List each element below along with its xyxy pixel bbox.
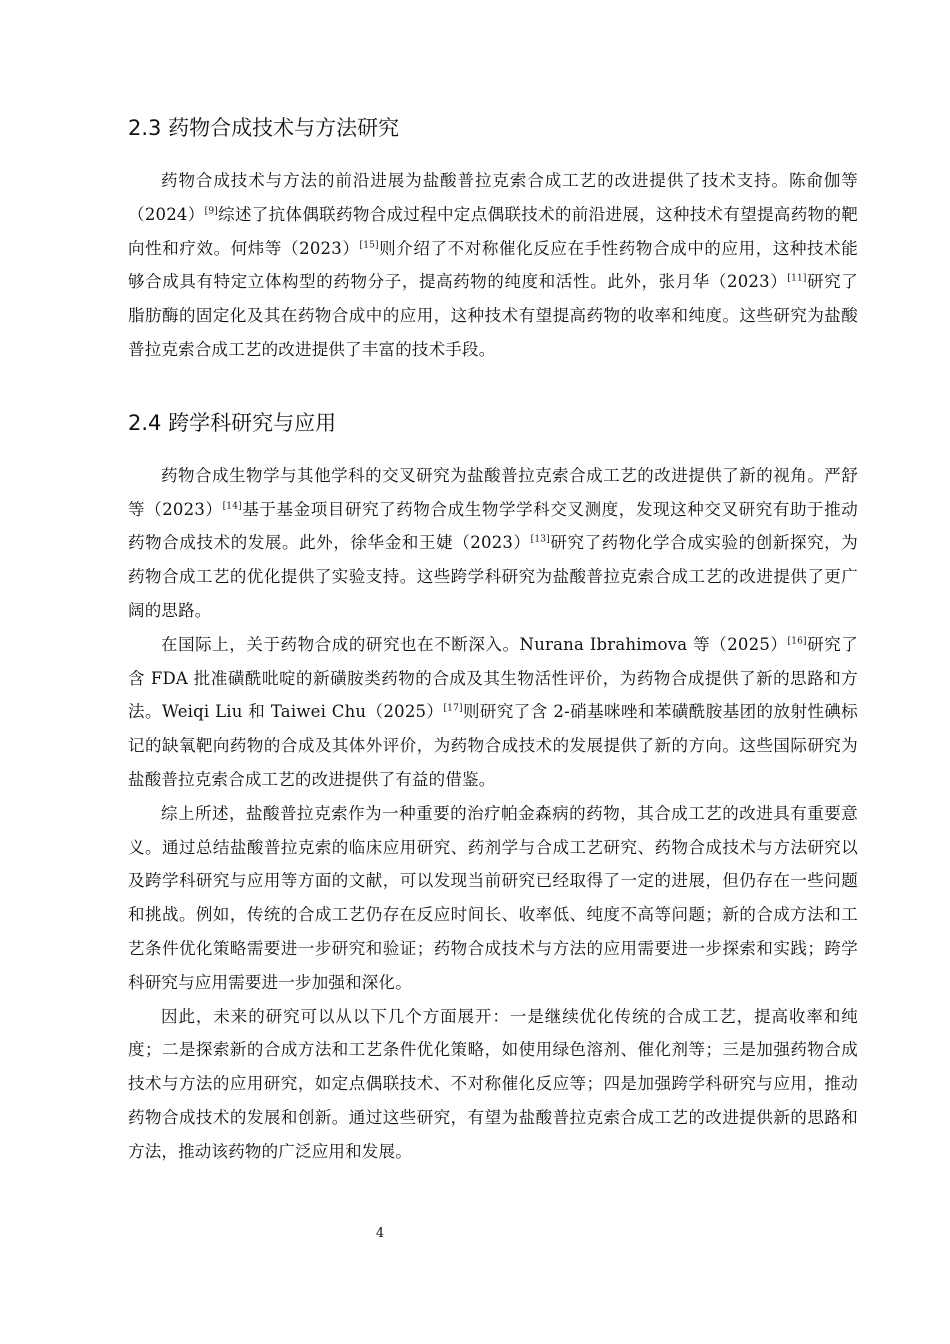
paragraph-text: 在国际上，关于药物合成的研究也在不断深入。Nurana Ibrahimova 等（2025）	[161, 634, 788, 654]
body-paragraph	[128, 797, 858, 1000]
paragraph-text: 综述了抗体偶联药物合成过程中定点偶联技术的前沿进展，这种技术有望提高药物的靶向性和疗效。何炜等（2023）	[128, 204, 858, 258]
paragraph-text: 药物合成技术与方法的前沿进展为盐酸普拉克索合成工艺的改进提供了技术支持。陈俞伽等（2024）	[128, 171, 858, 224]
citation-reference: [17]	[443, 703, 463, 714]
section-heading-2-3: 2.3 药物合成技术与方法研究	[128, 116, 400, 140]
citation-reference: [11]	[787, 273, 807, 284]
citation-reference: [9]	[204, 206, 218, 217]
paragraph-text: 研究了药物化学合成实验的创新探究，为药物合成工艺的优化提供了实验支持。这些跨学科研究为盐酸普拉克索合成工艺的改进提供了更广阔的思路。	[128, 533, 858, 620]
body-paragraph	[128, 459, 858, 628]
citation-reference: [15]	[359, 240, 379, 251]
body-paragraph	[128, 164, 858, 367]
page-content	[128, 112, 858, 1169]
paragraph-text: 基于基金项目研究了药物合成生物学学科交叉测度，发现这种交叉研究有助于推动药物合成技术的发展。此外，徐华金和王婕（2023）	[128, 499, 858, 553]
section-body-2-4	[128, 459, 858, 1169]
paragraph-text: 则介绍了不对称催化反应在手性药物合成中的应用，这种技术能够合成具有特定立体构型的药物分子，提高药物的纯度和活性。此外，张月华（2023）	[128, 238, 858, 292]
paragraph-text: 研究了含 FDA 批准磺酰吡啶的新磺胺类药物的合成及其生物活性评价，为药物合成提供了新的思路和方法。Weiqi Liu 和 Taiwei Chu（2025）	[128, 634, 858, 722]
paragraph-text: 研究了脂肪酶的固定化及其在药物合成中的应用，这种技术有望提高药物的收率和纯度。这些研究为盐酸普拉克索合成工艺的改进提供了丰富的技术手段。	[128, 272, 858, 359]
page-number: 4	[375, 1226, 385, 1241]
section-heading-2-4: 2.4 跨学科研究与应用	[128, 410, 337, 435]
paragraph-text: 因此，未来的研究可以从以下几个方面展开：一是继续优化传统的合成工艺，提高收率和纯度；二是探索新的合成方法和工艺条件优化策略，如使用绿色溶剂、催化剂等；三是加强药物合成技术与方法的应用研究，如定点偶联技术、不对称催化反应等；四是加强跨学科研究与应用，推动药物合成技术的发展和创新。通过这些研究，有望为盐酸普拉克索合成工艺的改进提供新的思路和方法，推动该药物的广泛应用和发展。	[128, 1006, 858, 1161]
citation-reference: [14]	[222, 501, 242, 512]
paragraph-text: 则研究了含 2-硝基咪唑和苯磺酰胺基团的放射性碘标记的缺氧靶向药物的合成及其体外评价，为药物合成技术的发展提供了新的方向。这些国际研究为盐酸普拉克索合成工艺的改进提供了有益的借鉴。	[128, 702, 858, 789]
body-paragraph	[128, 1000, 858, 1169]
paragraph-text: 综上所述，盐酸普拉克索作为一种重要的治疗帕金森病的药物，其合成工艺的改进具有重要意义。通过总结盐酸普拉克索的临床应用研究、药剂学与合成工艺研究、药物合成技术与方法研究以及跨学科研究与应用等方面的文献，可以发现当前研究已经取得了一定的进展，但仍存在一些问题和挑战。例如，传统的合成工艺仍存在反应时间长、收率低、纯度不高等问题；新的合成方法和工艺条件优化策略需要进一步研究和验证；药物合成技术与方法的应用需要进一步探索和实践；跨学科研究与应用需要进一步加强和深化。	[128, 803, 858, 992]
body-paragraph	[128, 628, 858, 797]
citation-reference: [16]	[787, 636, 807, 647]
citation-reference: [13]	[530, 534, 550, 545]
paragraph-text: 药物合成生物学与其他学科的交叉研究为盐酸普拉克索合成工艺的改进提供了新的视角。严舒等（2023）	[128, 465, 858, 519]
section-body-2-3	[128, 164, 858, 367]
